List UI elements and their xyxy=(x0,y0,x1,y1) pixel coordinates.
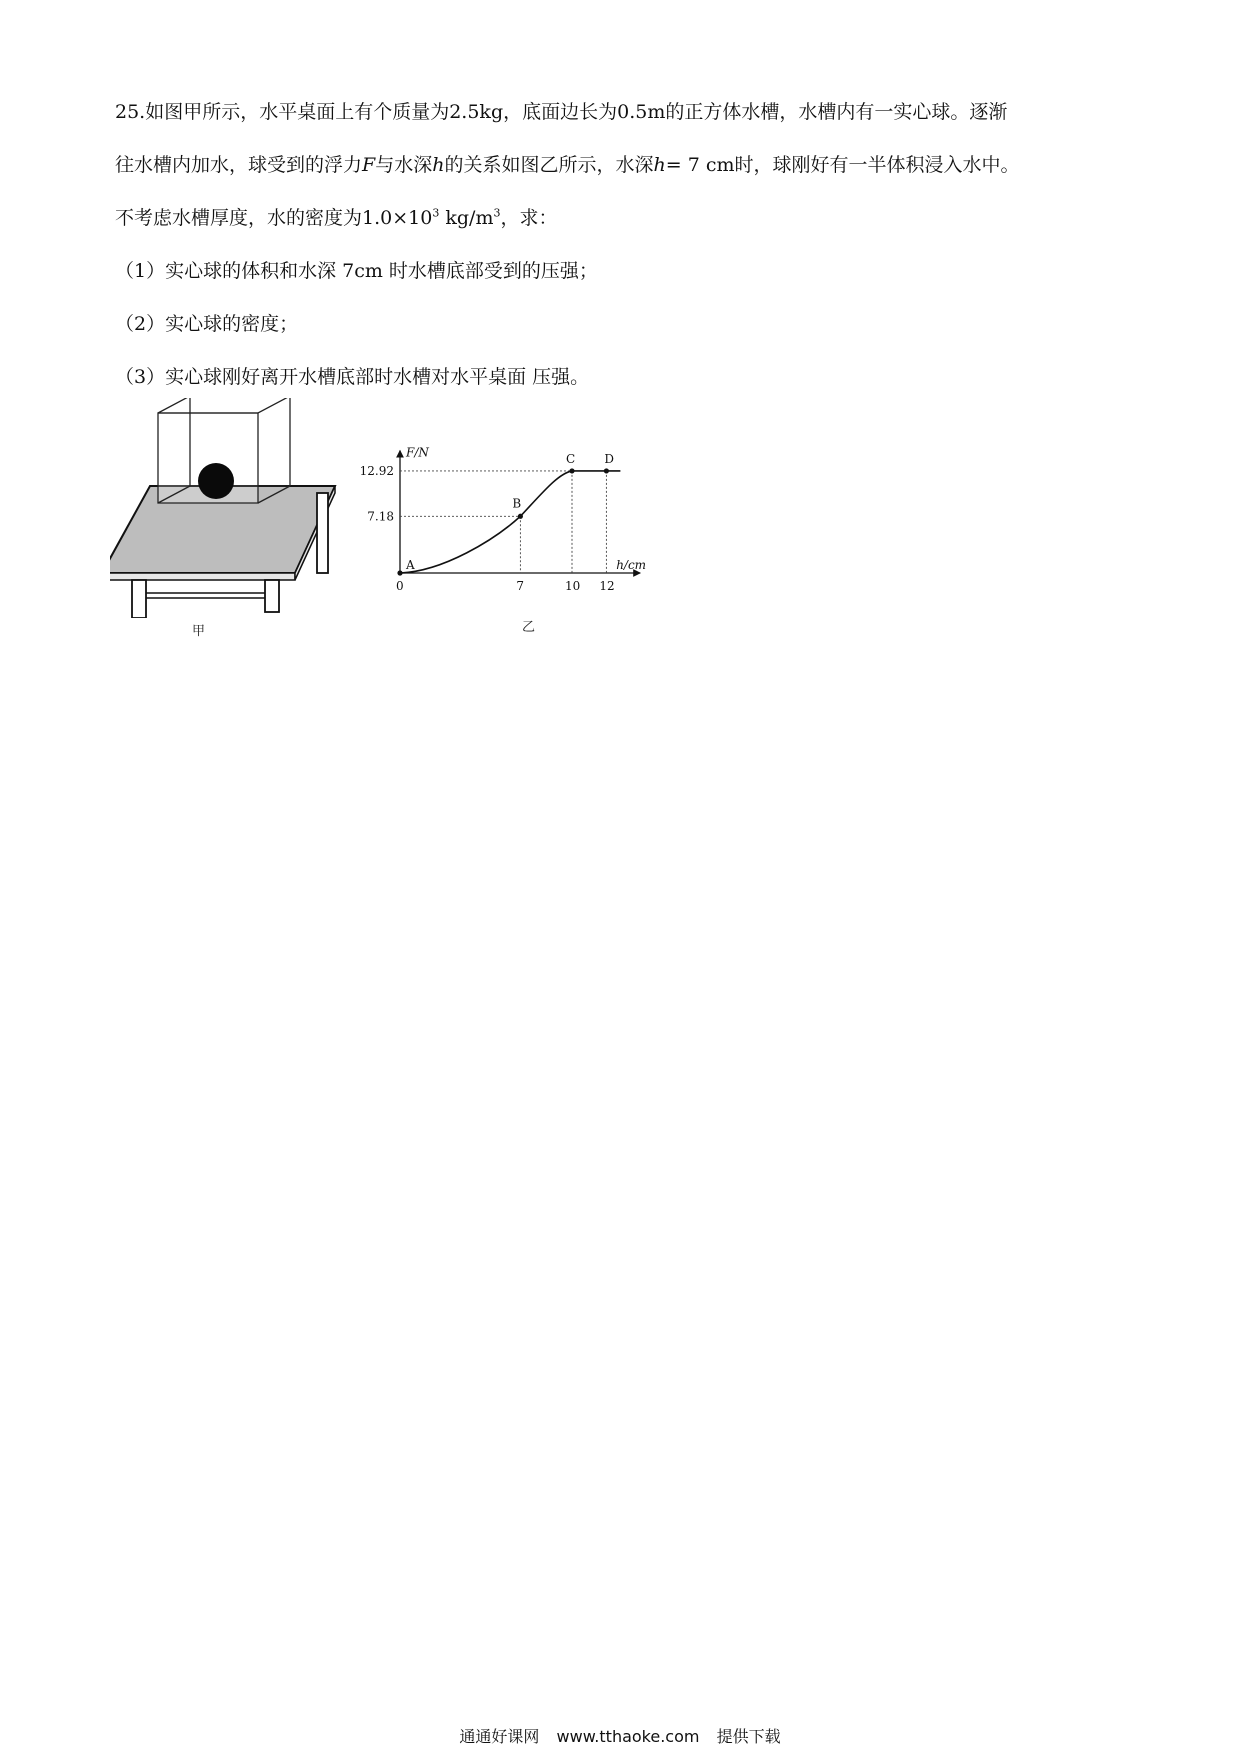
problem-line-3: 不考虑水槽厚度，水的密度为$1.0\times 10^3$ $kg/m^3$，求： xyxy=(115,206,558,229)
question-2: （2）实心球的密度； xyxy=(115,313,299,335)
x-tick-7: 7 xyxy=(516,579,525,593)
point-label-b: B xyxy=(512,496,522,511)
x-tick-12: 12 xyxy=(599,579,615,593)
point-c xyxy=(569,468,574,473)
y-tick-7-18: 7.18 xyxy=(367,509,394,524)
x-tick-0: 0 xyxy=(396,579,404,593)
x-axis-label: h/cm xyxy=(616,558,647,572)
problem-line-2: 往水槽内加水，球受到的浮力F与水深h的关系如图乙所示，水深h= 7 cm时，球刚好有一半体积浸入水中。 xyxy=(115,154,1020,176)
x-tick-10: 10 xyxy=(565,579,581,593)
table-leg-front-left xyxy=(132,580,146,618)
page-footer xyxy=(0,1724,1240,1747)
table-tank-illustration xyxy=(110,398,340,618)
figure-yi xyxy=(350,418,670,638)
y-axis-label: F/N xyxy=(406,445,429,460)
table-leg-back-right xyxy=(317,493,328,573)
f-h-curve xyxy=(400,471,620,573)
y-tick-12-92: 12.92 xyxy=(359,463,394,478)
question-1: （1）实心球的体积和水深 7cm 时水槽底部受到的压强； xyxy=(115,260,598,282)
problem-line-1: 25.如图甲所示，水平桌面上有个质量为2.5kg，底面边长为0.5m的正方体水槽，水槽内有一实心球。逐渐 xyxy=(115,101,1008,123)
figures xyxy=(110,398,670,638)
table-leg-front-right xyxy=(265,580,279,612)
point-label-d: D xyxy=(604,451,615,466)
figure-yi-label: 乙 xyxy=(522,620,536,635)
problem-text xyxy=(115,98,1135,416)
point-d xyxy=(604,468,609,473)
question-3: （3）实心球刚好离开水槽底部时水槽对水平桌面 压强。 xyxy=(115,366,590,388)
figure-jia xyxy=(110,398,340,638)
point-b xyxy=(518,514,523,519)
buoyancy-chart xyxy=(350,418,670,608)
point-a xyxy=(397,570,402,575)
point-label-c: C xyxy=(566,451,576,466)
footer-note: 提供下载 xyxy=(716,1727,781,1746)
solid-ball xyxy=(198,463,234,499)
point-label-a: A xyxy=(406,558,415,572)
footer-site: 通通好课网 xyxy=(459,1727,540,1746)
footer-url: www.tthaoke.com xyxy=(556,1727,700,1746)
table-edge xyxy=(110,573,295,580)
figure-jia-label: 甲 xyxy=(192,624,206,639)
